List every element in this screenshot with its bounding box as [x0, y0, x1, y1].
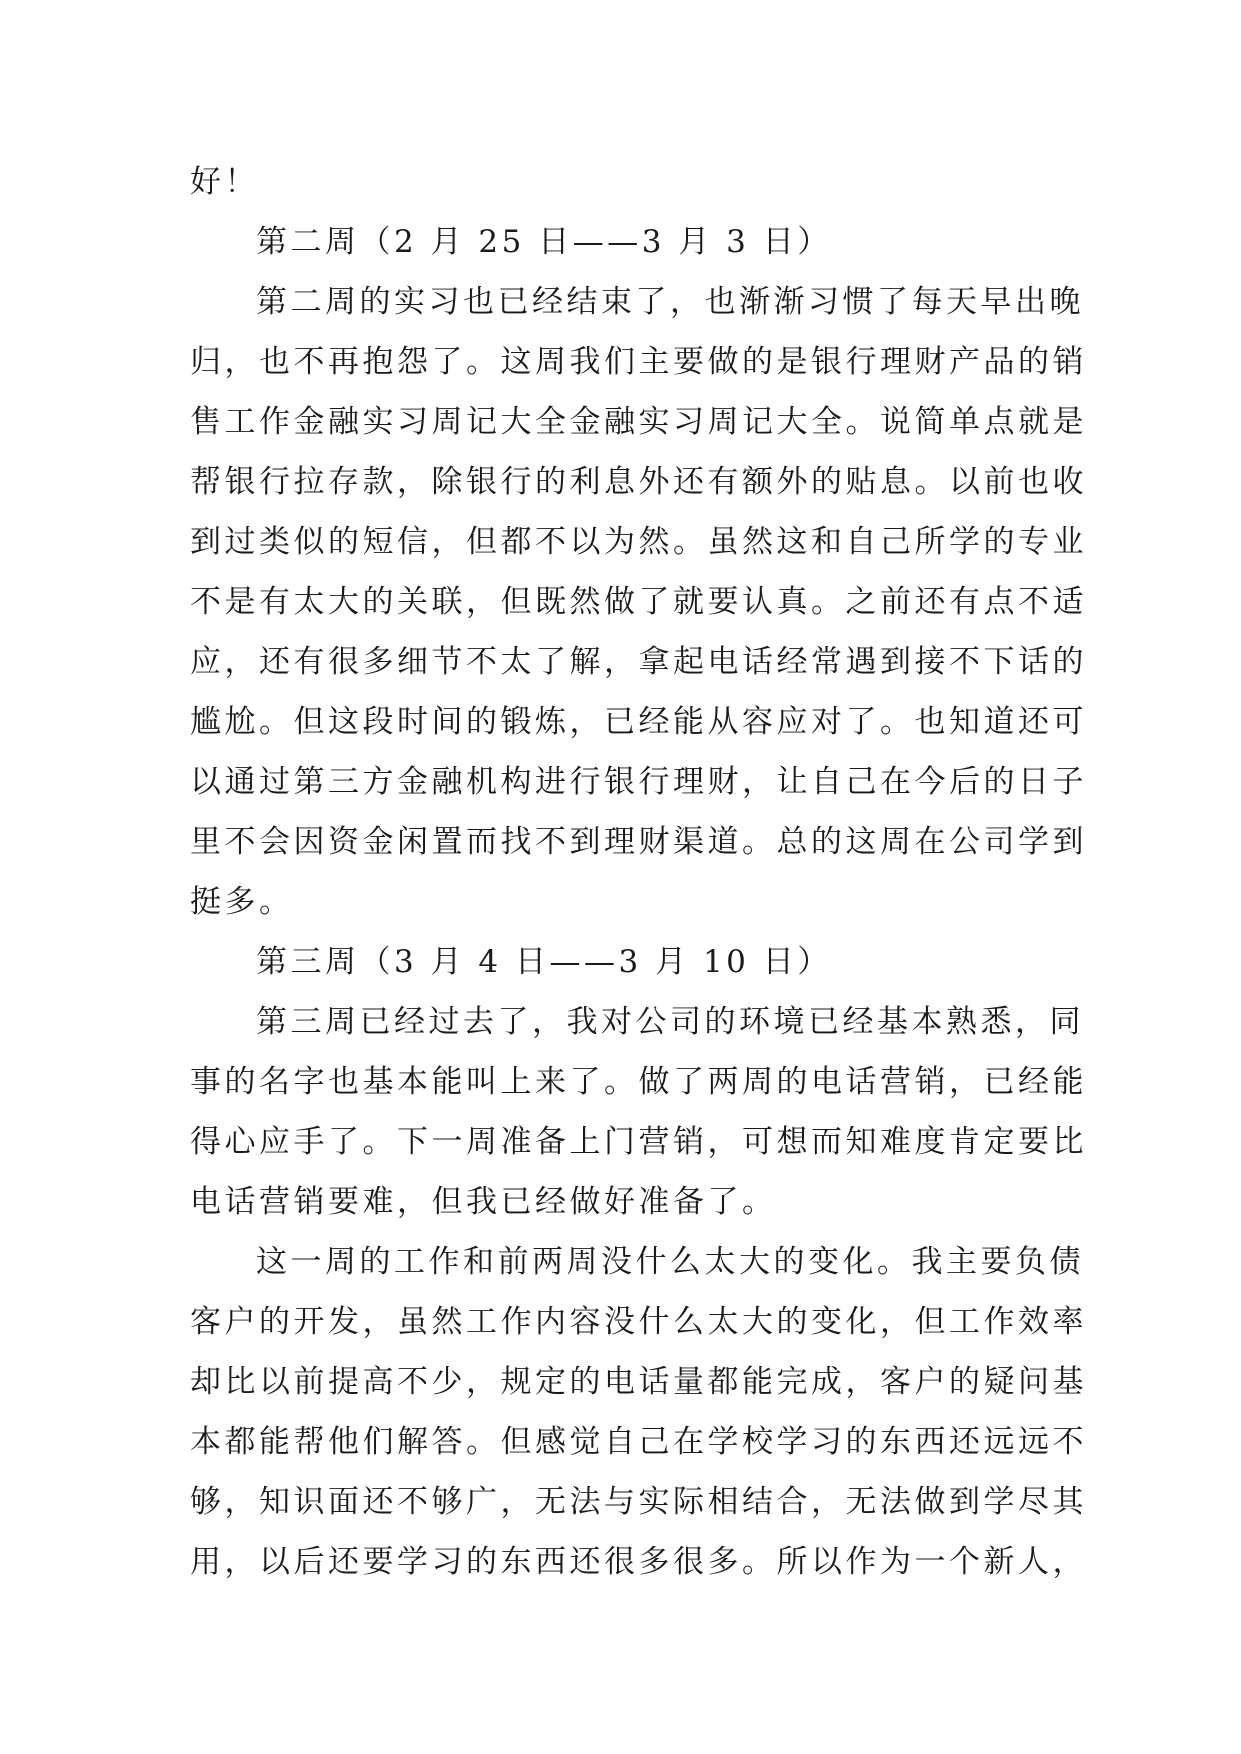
- text-line: 事的名字也基本能叫上来了。做了两周的电话营销，已经能: [190, 1064, 1087, 1100]
- section-heading-week-3: 第三周（3 月 4 日——3 月 10 日）: [256, 944, 832, 980]
- text-line: 挺多。: [190, 884, 294, 920]
- text-line: 应，还有很多细节不太了解，拿起电话经常遇到接不下话的: [190, 644, 1087, 680]
- document-page: [190, 152, 1087, 1592]
- text-line: 归，也不再抱怨了。这周我们主要做的是银行理财产品的销: [190, 344, 1087, 380]
- text-line: 好！: [190, 164, 259, 200]
- text-line: 却比以前提高不少，规定的电话量都能完成，客户的疑问基: [190, 1364, 1087, 1400]
- text-line: 里不会因资金闲置而找不到理财渠道。总的这周在公司学到: [190, 824, 1087, 860]
- text-line: 电话营销要难，但我已经做好准备了。: [190, 1184, 777, 1220]
- text-line: 不是有太大的关联，但既然做了就要认真。之前还有点不适: [190, 584, 1087, 620]
- text-line: 尴尬。但这段时间的锻炼，已经能从容应对了。也知道还可: [190, 704, 1087, 740]
- text-line: 以通过第三方金融机构进行银行理财，让自己在今后的日子: [190, 764, 1087, 800]
- text-line: 售工作金融实习周记大全金融实习周记大全。说简单点就是: [190, 404, 1087, 440]
- text-line: 客户的开发，虽然工作内容没什么太大的变化，但工作效率: [190, 1304, 1087, 1340]
- section-heading-week-2: 第二周（2 月 25 日——3 月 3 日）: [256, 224, 832, 260]
- text-line: 这一周的工作和前两周没什么太大的变化。我主要负债: [256, 1244, 1084, 1280]
- text-line: 够，知识面还不够广，无法与实际相结合，无法做到学尽其: [190, 1484, 1087, 1520]
- text-line: 本都能帮他们解答。但感觉自己在学校学习的东西还远远不: [190, 1424, 1087, 1460]
- text-line: 帮银行拉存款，除银行的利息外还有额外的贴息。以前也收: [190, 464, 1087, 500]
- text-line: 第三周已经过去了，我对公司的环境已经基本熟悉，同: [256, 1004, 1084, 1040]
- text-line: 得心应手了。下一周准备上门营销，可想而知难度肯定要比: [190, 1124, 1087, 1160]
- text-line: 第二周的实习也已经结束了，也渐渐习惯了每天早出晚: [256, 284, 1084, 320]
- text-line: 用，以后还要学习的东西还很多很多。所以作为一个新人，: [190, 1544, 1087, 1580]
- text-line: 到过类似的短信，但都不以为然。虽然这和自己所学的专业: [190, 524, 1087, 560]
